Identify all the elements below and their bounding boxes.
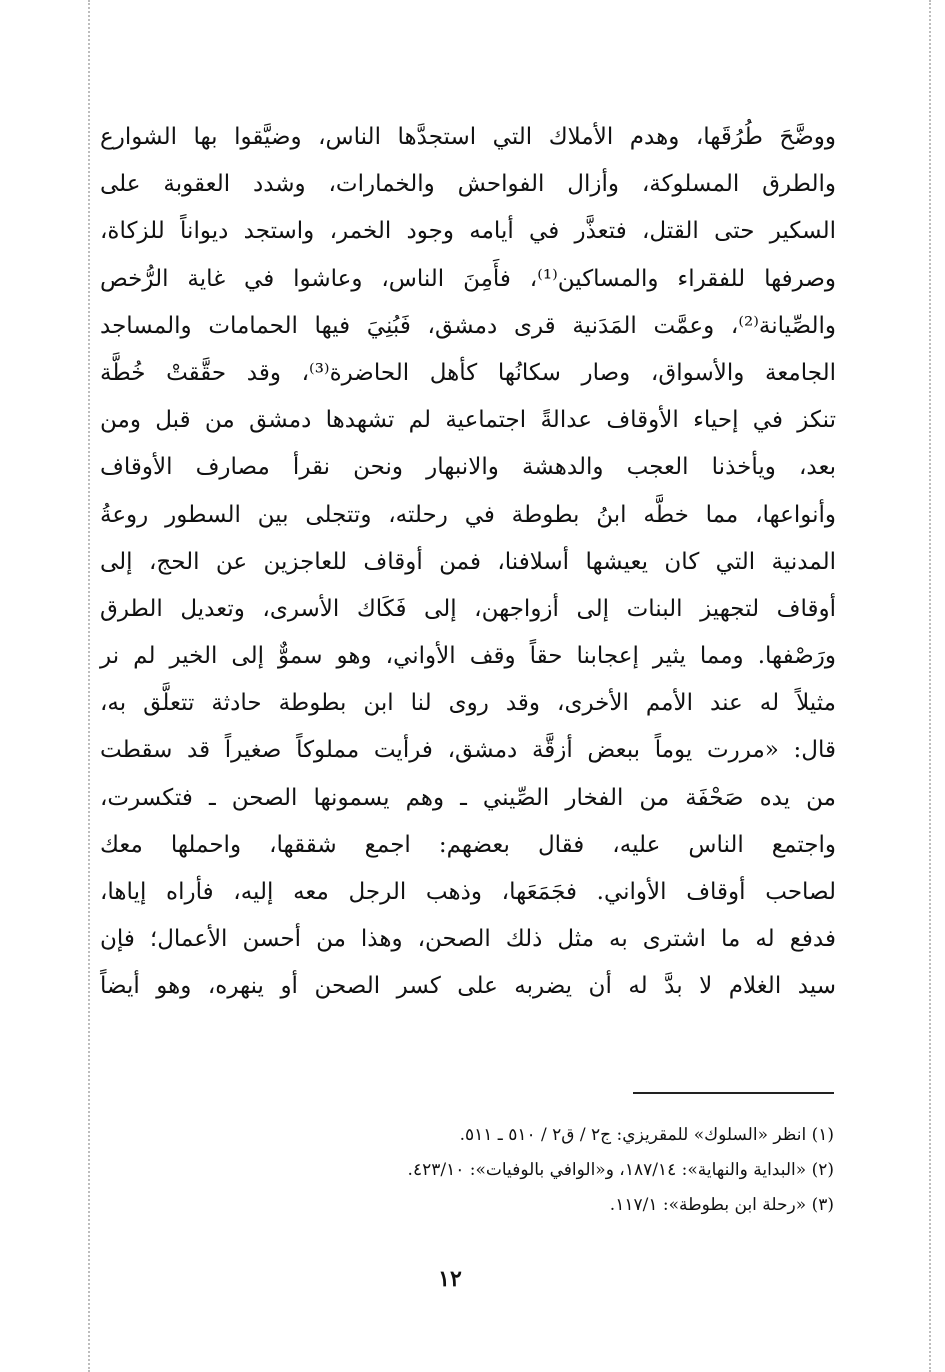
footnotes [320,1118,834,1223]
body-line: وصرفها للفقراء والمساكين⁽¹⁾، فأَمِنَ الناس، وعاشوا في غاية الرُّخص [100,265,836,292]
body-line: لصاحب أوقاف الأواني. فجَمَعَها، وذهب الرجل معه إليه، فأراه إياها، [100,879,837,905]
footnote-separator [633,1092,834,1094]
body-line: من يده صَحْفَة من الفخار الصِّيني ـ وهم يسمونها الصحن ـ فتكسرت، [100,784,836,811]
footnote-1: (١) انظر «السلوك» للمقريزي: ج٢ / ق٢ / ٥١٠ ـ ٥١١. [459,1125,834,1145]
body-line: سيد الغلام لا بدَّ له أن يضربه على كسر الصحن أو ينهره، وهو أيضاً [100,973,836,1000]
body-line: مثيلاً له عند الأمم الأخرى، وقد روى لنا ابن بطوطة حادثة تتعلَّق به، [100,690,836,717]
body-line: أوقاف لتجهيز البنات إلى أزواجهن، إلى فَكَاك الأسرى، وتعديل الطرق [100,595,836,622]
body-line: السكير حتى القتل، فتعذَّر في أيامه وجود الخمر، واستجد ديواناً للزكاة، [100,218,836,245]
body-line: فدفع له ما اشترى به مثل ذلك الصحن، وهذا من أحسن الأعمال؛ فإن [100,926,836,953]
body-line: وأنواعها، مما خطَّه ابنُ بطوطة في رحلته، وتتجلى بين السطور روعةُ [100,501,836,528]
body-line: الجامعة والأسواق، وصار سكانُها كأهل الحاضرة⁽³⁾، وقد حقَّقتْ خُطَّة [100,359,837,386]
body-line: بعد، ويأخذنا العجب والدهشة والانبهار ونحن نقرأ مصارف الأوقاف [100,454,836,481]
body-line: والطرق المسلوكة، وأزال الفواحش والخمارات، وشدد العقوبة على [100,171,836,198]
body-line: واجتمع الناس عليه، فقال بعضهم: اجمع شققها، واحملها معك [100,831,836,858]
footnote-2: (٢) «البداية والنهاية»: ١٨٧/١٤، و«الوافي بالوفيات»: ٤٢٣/١٠. [407,1160,834,1180]
body-line: المدنية التي كان يعيشها أسلافنا، فمن أوقاف للعاجزين عن الحج، إلى [100,548,836,575]
page-number: ١٢ [438,1266,462,1292]
body-line: تنكز في إحياء الأوقاف عدالةً اجتماعية لم تشهدها دمشق من قبل ومن [100,407,836,434]
scan-edge-right [929,0,931,1372]
body-text [100,114,836,1011]
scan-edge-left [88,0,90,1372]
footnote-3: (٣) «رحلة ابن بطوطة»: ١١٧/١. [609,1195,834,1215]
body-line: قال: «مررت يوماً ببعض أزقَّة دمشق، فرأيت مملوكاً صغيراً قد سقطت [100,737,836,764]
body-line: ووضَّحَ طُرُقَها، وهدم الأملاك التي استجدَّها الناس، وضيَّقوا بها الشوارع [100,124,836,150]
body-line: والصِّيانة⁽²⁾، وعمَّت المَدَنية قرى دمشق، فَبُنِيَ فيها الحمامات والمساجد [100,312,836,339]
body-line: ورَصْفها. ومما يثير إعجابنا حقاً وقف الأواني، وهو سموٌّ إلى الخير لم نر [100,643,836,670]
